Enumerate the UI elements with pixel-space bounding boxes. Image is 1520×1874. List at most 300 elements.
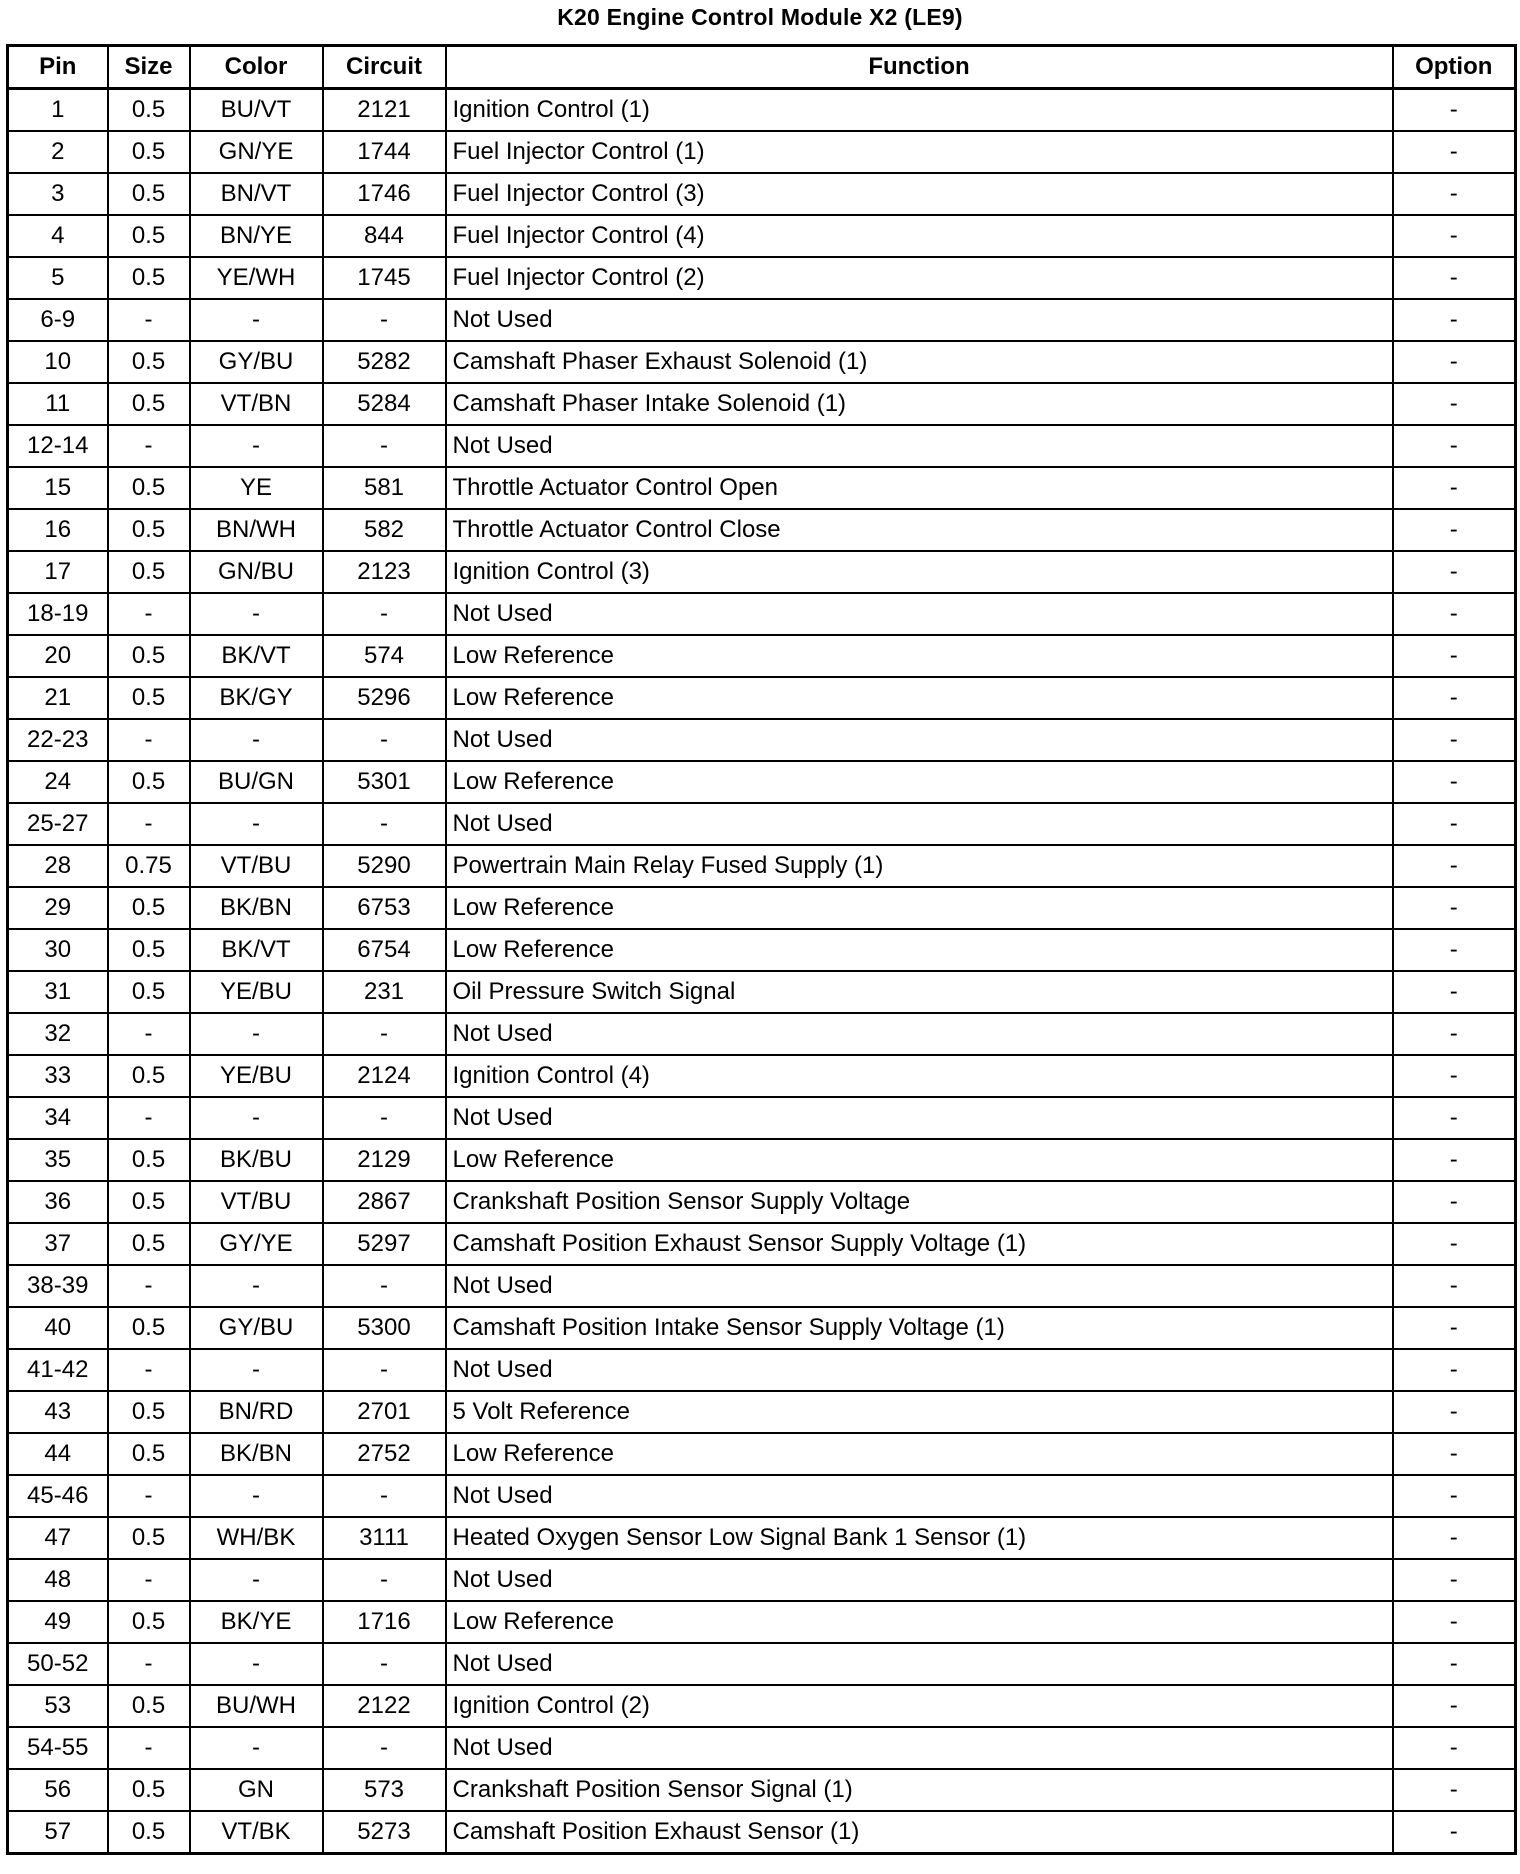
cell-size: 0.5 <box>108 1517 190 1559</box>
cell-size: - <box>108 1013 190 1055</box>
cell-function: Crankshaft Position Sensor Supply Voltage <box>446 1181 1393 1223</box>
cell-option: - <box>1393 551 1516 593</box>
cell-pin: 38-39 <box>8 1265 108 1307</box>
cell-pin: 28 <box>8 845 108 887</box>
cell-size: - <box>108 593 190 635</box>
cell-function: Ignition Control (1) <box>446 89 1393 132</box>
cell-color: BK/VT <box>190 929 323 971</box>
cell-size: 0.5 <box>108 383 190 425</box>
cell-color: VT/BU <box>190 845 323 887</box>
cell-size: 0.5 <box>108 467 190 509</box>
table-row <box>8 1139 1516 1181</box>
table-row <box>8 1685 1516 1727</box>
cell-option: - <box>1393 1055 1516 1097</box>
cell-function: Heated Oxygen Sensor Low Signal Bank 1 Sensor (1) <box>446 1517 1393 1559</box>
cell-circuit: 2121 <box>323 89 446 132</box>
cell-option: - <box>1393 131 1516 173</box>
cell-option: - <box>1393 1475 1516 1517</box>
cell-color: BK/BN <box>190 1433 323 1475</box>
cell-color: BN/WH <box>190 509 323 551</box>
table-row <box>8 509 1516 551</box>
table-row <box>8 1517 1516 1559</box>
cell-pin: 21 <box>8 677 108 719</box>
cell-size: - <box>108 803 190 845</box>
cell-option: - <box>1393 467 1516 509</box>
cell-function: Not Used <box>446 1727 1393 1769</box>
cell-color: - <box>190 1265 323 1307</box>
table-row <box>8 1643 1516 1685</box>
cell-circuit: 574 <box>323 635 446 677</box>
cell-circuit: 2124 <box>323 1055 446 1097</box>
cell-size: 0.5 <box>108 677 190 719</box>
cell-option: - <box>1393 383 1516 425</box>
cell-pin: 43 <box>8 1391 108 1433</box>
cell-option: - <box>1393 761 1516 803</box>
cell-function: Fuel Injector Control (4) <box>446 215 1393 257</box>
cell-color: - <box>190 593 323 635</box>
cell-color: BN/YE <box>190 215 323 257</box>
cell-size: 0.5 <box>108 929 190 971</box>
cell-option: - <box>1393 1769 1516 1811</box>
cell-pin: 16 <box>8 509 108 551</box>
cell-option: - <box>1393 1307 1516 1349</box>
table-row <box>8 1475 1516 1517</box>
cell-option: - <box>1393 1727 1516 1769</box>
table-row <box>8 971 1516 1013</box>
cell-color: GN <box>190 1769 323 1811</box>
cell-circuit: 573 <box>323 1769 446 1811</box>
cell-size: 0.5 <box>108 1139 190 1181</box>
cell-pin: 47 <box>8 1517 108 1559</box>
cell-option: - <box>1393 929 1516 971</box>
cell-pin: 31 <box>8 971 108 1013</box>
table-row <box>8 1223 1516 1265</box>
cell-color: - <box>190 1559 323 1601</box>
cell-pin: 54-55 <box>8 1727 108 1769</box>
table-row <box>8 1181 1516 1223</box>
table-row <box>8 383 1516 425</box>
cell-function: Not Used <box>446 1349 1393 1391</box>
cell-color: - <box>190 719 323 761</box>
cell-circuit: - <box>323 299 446 341</box>
header-color: Color <box>190 46 323 89</box>
cell-function: Crankshaft Position Sensor Signal (1) <box>446 1769 1393 1811</box>
table-row <box>8 1055 1516 1097</box>
cell-function: Not Used <box>446 299 1393 341</box>
cell-circuit: - <box>323 1013 446 1055</box>
table-row <box>8 803 1516 845</box>
cell-circuit: - <box>323 1097 446 1139</box>
cell-option: - <box>1393 1559 1516 1601</box>
cell-circuit: - <box>323 1559 446 1601</box>
cell-pin: 15 <box>8 467 108 509</box>
cell-function: Not Used <box>446 593 1393 635</box>
cell-size: 0.5 <box>108 1601 190 1643</box>
table-row <box>8 215 1516 257</box>
cell-pin: 40 <box>8 1307 108 1349</box>
cell-color: VT/BN <box>190 383 323 425</box>
header-size: Size <box>108 46 190 89</box>
cell-size: 0.5 <box>108 1685 190 1727</box>
cell-color: WH/BK <box>190 1517 323 1559</box>
cell-color: - <box>190 1727 323 1769</box>
cell-function: Not Used <box>446 1265 1393 1307</box>
table-row <box>8 761 1516 803</box>
cell-size: 0.5 <box>108 761 190 803</box>
cell-circuit: 5301 <box>323 761 446 803</box>
cell-size: 0.5 <box>108 341 190 383</box>
cell-option: - <box>1393 1685 1516 1727</box>
cell-option: - <box>1393 1391 1516 1433</box>
cell-function: Camshaft Position Exhaust Sensor Supply Voltage (1) <box>446 1223 1393 1265</box>
table-row <box>8 467 1516 509</box>
cell-function: Ignition Control (4) <box>446 1055 1393 1097</box>
cell-pin: 48 <box>8 1559 108 1601</box>
document-title: K20 Engine Control Module X2 (LE9) <box>557 4 963 30</box>
cell-option: - <box>1393 1349 1516 1391</box>
cell-size: - <box>108 1643 190 1685</box>
cell-pin: 49 <box>8 1601 108 1643</box>
cell-size: 0.75 <box>108 845 190 887</box>
cell-function: Not Used <box>446 1475 1393 1517</box>
cell-pin: 2 <box>8 131 108 173</box>
table-row <box>8 551 1516 593</box>
header-pin: Pin <box>8 46 108 89</box>
cell-option: - <box>1393 1013 1516 1055</box>
cell-option: - <box>1393 677 1516 719</box>
cell-circuit: - <box>323 593 446 635</box>
cell-circuit: 2129 <box>323 1139 446 1181</box>
cell-pin: 41-42 <box>8 1349 108 1391</box>
cell-function: Not Used <box>446 1643 1393 1685</box>
cell-function: Low Reference <box>446 1601 1393 1643</box>
cell-option: - <box>1393 257 1516 299</box>
cell-function: Camshaft Phaser Exhaust Solenoid (1) <box>446 341 1393 383</box>
cell-option: - <box>1393 1265 1516 1307</box>
cell-color: BK/VT <box>190 635 323 677</box>
cell-function: Camshaft Phaser Intake Solenoid (1) <box>446 383 1393 425</box>
cell-size: 0.5 <box>108 1181 190 1223</box>
cell-circuit: 2122 <box>323 1685 446 1727</box>
cell-circuit: 6754 <box>323 929 446 971</box>
cell-color: - <box>190 1013 323 1055</box>
cell-color: BK/BU <box>190 1139 323 1181</box>
cell-function: Not Used <box>446 425 1393 467</box>
table-row <box>8 677 1516 719</box>
table-row <box>8 1349 1516 1391</box>
cell-size: 0.5 <box>108 635 190 677</box>
header-option: Option <box>1393 46 1516 89</box>
cell-pin: 3 <box>8 173 108 215</box>
cell-size: - <box>108 1097 190 1139</box>
cell-function: Low Reference <box>446 761 1393 803</box>
cell-function: Not Used <box>446 803 1393 845</box>
cell-size: 0.5 <box>108 89 190 132</box>
cell-pin: 12-14 <box>8 425 108 467</box>
cell-size: 0.5 <box>108 1055 190 1097</box>
cell-circuit: - <box>323 1265 446 1307</box>
cell-size: - <box>108 1727 190 1769</box>
cell-function: Low Reference <box>446 635 1393 677</box>
cell-circuit: 1744 <box>323 131 446 173</box>
cell-option: - <box>1393 1433 1516 1475</box>
cell-size: 0.5 <box>108 257 190 299</box>
cell-circuit: 231 <box>323 971 446 1013</box>
cell-pin: 35 <box>8 1139 108 1181</box>
cell-pin: 6-9 <box>8 299 108 341</box>
cell-circuit: - <box>323 719 446 761</box>
cell-color: - <box>190 299 323 341</box>
cell-size: - <box>108 719 190 761</box>
cell-option: - <box>1393 1139 1516 1181</box>
cell-function: Throttle Actuator Control Open <box>446 467 1393 509</box>
cell-color: BK/GY <box>190 677 323 719</box>
cell-function: Fuel Injector Control (3) <box>446 173 1393 215</box>
cell-color: BK/YE <box>190 1601 323 1643</box>
cell-pin: 56 <box>8 1769 108 1811</box>
cell-pin: 53 <box>8 1685 108 1727</box>
table-row <box>8 1391 1516 1433</box>
table-row <box>8 845 1516 887</box>
cell-pin: 10 <box>8 341 108 383</box>
cell-function: Camshaft Position Exhaust Sensor (1) <box>446 1811 1393 1854</box>
cell-option: - <box>1393 719 1516 761</box>
table-row <box>8 929 1516 971</box>
cell-color: BK/BN <box>190 887 323 929</box>
cell-function: Not Used <box>446 1013 1393 1055</box>
cell-color: - <box>190 425 323 467</box>
table-row <box>8 425 1516 467</box>
cell-circuit: 5273 <box>323 1811 446 1854</box>
cell-pin: 25-27 <box>8 803 108 845</box>
cell-option: - <box>1393 1517 1516 1559</box>
cell-circuit: 2123 <box>323 551 446 593</box>
cell-option: - <box>1393 89 1516 132</box>
cell-circuit: - <box>323 1727 446 1769</box>
cell-color: GN/YE <box>190 131 323 173</box>
cell-function: Low Reference <box>446 929 1393 971</box>
cell-option: - <box>1393 1811 1516 1854</box>
cell-option: - <box>1393 971 1516 1013</box>
cell-pin: 29 <box>8 887 108 929</box>
cell-color: GY/BU <box>190 341 323 383</box>
table-row <box>8 1433 1516 1475</box>
cell-size: - <box>108 1475 190 1517</box>
table-row <box>8 887 1516 929</box>
table-row <box>8 173 1516 215</box>
table-row <box>8 1559 1516 1601</box>
table-row <box>8 1013 1516 1055</box>
cell-option: - <box>1393 1643 1516 1685</box>
table-row <box>8 1601 1516 1643</box>
cell-pin: 11 <box>8 383 108 425</box>
cell-pin: 30 <box>8 929 108 971</box>
cell-color: BU/VT <box>190 89 323 132</box>
cell-pin: 17 <box>8 551 108 593</box>
cell-option: - <box>1393 845 1516 887</box>
cell-pin: 22-23 <box>8 719 108 761</box>
cell-size: 0.5 <box>108 215 190 257</box>
cell-size: - <box>108 1265 190 1307</box>
cell-circuit: 2752 <box>323 1433 446 1475</box>
cell-circuit: 1746 <box>323 173 446 215</box>
cell-color: BN/RD <box>190 1391 323 1433</box>
cell-pin: 20 <box>8 635 108 677</box>
cell-function: Powertrain Main Relay Fused Supply (1) <box>446 845 1393 887</box>
cell-circuit: 5296 <box>323 677 446 719</box>
cell-pin: 32 <box>8 1013 108 1055</box>
table-row <box>8 131 1516 173</box>
cell-circuit: - <box>323 1643 446 1685</box>
table-row <box>8 593 1516 635</box>
cell-size: 0.5 <box>108 1223 190 1265</box>
cell-function: Not Used <box>446 1559 1393 1601</box>
cell-color: - <box>190 803 323 845</box>
cell-size: 0.5 <box>108 551 190 593</box>
cell-option: - <box>1393 215 1516 257</box>
cell-option: - <box>1393 593 1516 635</box>
cell-option: - <box>1393 341 1516 383</box>
table-row <box>8 1811 1516 1854</box>
table-row <box>8 341 1516 383</box>
table-row <box>8 635 1516 677</box>
cell-circuit: 5284 <box>323 383 446 425</box>
cell-size: 0.5 <box>108 1307 190 1349</box>
cell-option: - <box>1393 1601 1516 1643</box>
cell-pin: 36 <box>8 1181 108 1223</box>
cell-size: 0.5 <box>108 509 190 551</box>
cell-option: - <box>1393 1097 1516 1139</box>
cell-option: - <box>1393 803 1516 845</box>
cell-size: 0.5 <box>108 1769 190 1811</box>
cell-pin: 34 <box>8 1097 108 1139</box>
cell-function: 5 Volt Reference <box>446 1391 1393 1433</box>
cell-pin: 57 <box>8 1811 108 1854</box>
table-row <box>8 1265 1516 1307</box>
cell-circuit: 844 <box>323 215 446 257</box>
cell-color: GY/YE <box>190 1223 323 1265</box>
cell-option: - <box>1393 509 1516 551</box>
cell-function: Throttle Actuator Control Close <box>446 509 1393 551</box>
cell-circuit: - <box>323 1475 446 1517</box>
cell-function: Low Reference <box>446 677 1393 719</box>
cell-circuit: 3111 <box>323 1517 446 1559</box>
cell-color: GY/BU <box>190 1307 323 1349</box>
cell-circuit: 5300 <box>323 1307 446 1349</box>
table-row <box>8 299 1516 341</box>
cell-size: - <box>108 1559 190 1601</box>
cell-function: Low Reference <box>446 1139 1393 1181</box>
cell-function: Oil Pressure Switch Signal <box>446 971 1393 1013</box>
pinout-table <box>6 44 1517 1855</box>
cell-pin: 24 <box>8 761 108 803</box>
cell-circuit: - <box>323 425 446 467</box>
cell-color: VT/BK <box>190 1811 323 1854</box>
cell-size: 0.5 <box>108 173 190 215</box>
cell-function: Not Used <box>446 719 1393 761</box>
cell-size: 0.5 <box>108 1811 190 1854</box>
cell-pin: 50-52 <box>8 1643 108 1685</box>
cell-color: - <box>190 1097 323 1139</box>
cell-option: - <box>1393 173 1516 215</box>
table-row <box>8 1097 1516 1139</box>
cell-size: - <box>108 425 190 467</box>
table-body <box>8 89 1516 1854</box>
table-row <box>8 257 1516 299</box>
cell-color: VT/BU <box>190 1181 323 1223</box>
cell-circuit: 2867 <box>323 1181 446 1223</box>
cell-function: Camshaft Position Intake Sensor Supply Voltage (1) <box>446 1307 1393 1349</box>
table-row <box>8 719 1516 761</box>
cell-size: - <box>108 299 190 341</box>
cell-option: - <box>1393 887 1516 929</box>
cell-circuit: 581 <box>323 467 446 509</box>
cell-color: YE/BU <box>190 1055 323 1097</box>
table-row <box>8 1727 1516 1769</box>
cell-size: 0.5 <box>108 887 190 929</box>
cell-size: - <box>108 1349 190 1391</box>
cell-option: - <box>1393 635 1516 677</box>
table-row <box>8 1769 1516 1811</box>
cell-circuit: 6753 <box>323 887 446 929</box>
cell-function: Fuel Injector Control (1) <box>446 131 1393 173</box>
cell-size: 0.5 <box>108 971 190 1013</box>
cell-pin: 45-46 <box>8 1475 108 1517</box>
cell-size: 0.5 <box>108 1391 190 1433</box>
cell-function: Low Reference <box>446 1433 1393 1475</box>
table-header-row <box>8 46 1516 89</box>
cell-size: 0.5 <box>108 1433 190 1475</box>
cell-color: GN/BU <box>190 551 323 593</box>
cell-pin: 18-19 <box>8 593 108 635</box>
cell-circuit: 5282 <box>323 341 446 383</box>
cell-option: - <box>1393 299 1516 341</box>
cell-circuit: 1745 <box>323 257 446 299</box>
cell-color: - <box>190 1349 323 1391</box>
cell-color: - <box>190 1643 323 1685</box>
cell-color: BU/GN <box>190 761 323 803</box>
cell-color: BN/VT <box>190 173 323 215</box>
cell-option: - <box>1393 1223 1516 1265</box>
cell-function: Ignition Control (3) <box>446 551 1393 593</box>
cell-function: Low Reference <box>446 887 1393 929</box>
cell-circuit: 582 <box>323 509 446 551</box>
cell-pin: 44 <box>8 1433 108 1475</box>
cell-circuit: 5297 <box>323 1223 446 1265</box>
cell-circuit: 1716 <box>323 1601 446 1643</box>
cell-option: - <box>1393 425 1516 467</box>
header-function: Function <box>446 46 1393 89</box>
cell-color: YE/BU <box>190 971 323 1013</box>
cell-size: 0.5 <box>108 131 190 173</box>
cell-color: - <box>190 1475 323 1517</box>
cell-function: Fuel Injector Control (2) <box>446 257 1393 299</box>
cell-option: - <box>1393 1181 1516 1223</box>
cell-circuit: - <box>323 803 446 845</box>
cell-function: Not Used <box>446 1097 1393 1139</box>
cell-circuit: - <box>323 1349 446 1391</box>
cell-color: YE <box>190 467 323 509</box>
cell-color: YE/WH <box>190 257 323 299</box>
cell-circuit: 5290 <box>323 845 446 887</box>
cell-pin: 4 <box>8 215 108 257</box>
cell-function: Ignition Control (2) <box>446 1685 1393 1727</box>
cell-color: BU/WH <box>190 1685 323 1727</box>
table-row <box>8 1307 1516 1349</box>
table-row <box>8 89 1516 132</box>
cell-pin: 5 <box>8 257 108 299</box>
cell-pin: 37 <box>8 1223 108 1265</box>
